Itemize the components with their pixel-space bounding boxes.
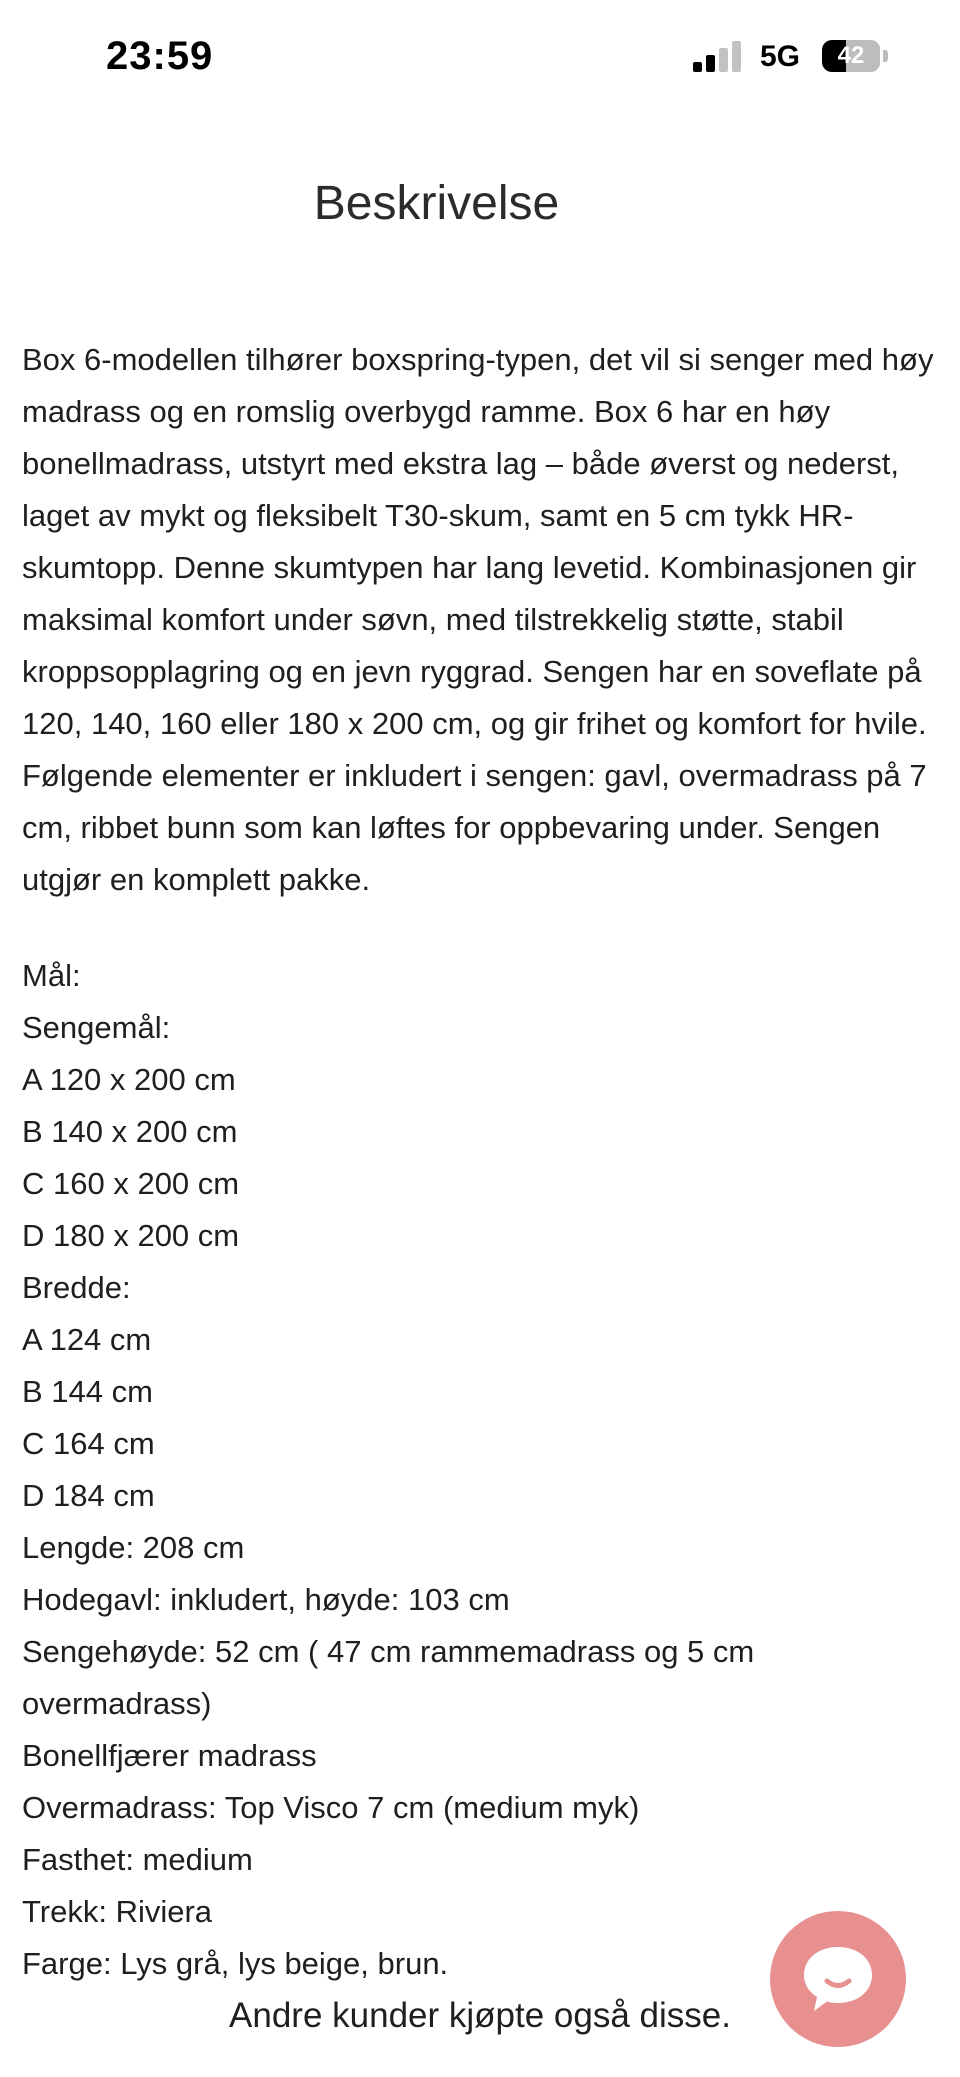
spec-line: Farge: Lys grå, lys beige, brun. bbox=[22, 1946, 449, 1981]
related-products-heading: Andre kunder kjøpte også disse. bbox=[229, 1996, 731, 2035]
battery-icon bbox=[822, 40, 892, 72]
status-time: 23:59 bbox=[106, 34, 214, 78]
spec-line: Lengde: 208 cm bbox=[22, 1530, 245, 1565]
description-paragraph: Box 6-modellen tilhører boxspring-typen, det vil si senger med høy madrass og en romslig overbygd ramme. Box 6 har en høy bonellmadrass, utstyrt med ekstra lag – både øverst og nederst, laget av mykt og fleksibelt T30-skum, samt en 5 cm tykk HR-skumtopp. Denne skumtypen har lang levetid. Kombinasjonen gir maksimal komfort under søvn, med tilstrekkelig støtte, stabil kroppsopplagring og en jevn ryggrad. Sengen har en soveflate på 120, 140, 160 eller 180 x 200 cm, og gir frihet og komfort for hvile. Følgende elementer er inkludert i sengen: gavl, overmadrass på 7 cm, ribbet bunn som kan løftes for oppbevaring under. Sengen utgjør en komplett pakke. bbox=[22, 342, 934, 897]
page-title: Beskrivelse bbox=[313, 177, 560, 230]
signal-bar bbox=[719, 48, 728, 72]
signal-bar bbox=[706, 55, 715, 72]
signal-bar bbox=[732, 41, 741, 72]
signal-bar bbox=[693, 62, 702, 72]
spec-line: C 164 cm bbox=[22, 1426, 155, 1461]
spec-line: Bonellfjærer madrass bbox=[22, 1738, 317, 1773]
spec-line: C 160 x 200 cm bbox=[22, 1166, 240, 1201]
product-description-section bbox=[22, 334, 942, 1990]
specs-list bbox=[22, 950, 942, 1990]
spec-line: Trekk: Riviera bbox=[22, 1894, 213, 1929]
spec-line: B 144 cm bbox=[22, 1374, 153, 1409]
spec-line: Bredde: bbox=[22, 1270, 131, 1305]
spec-line: A 124 cm bbox=[22, 1322, 152, 1357]
spec-line: D 180 x 200 cm bbox=[22, 1218, 240, 1253]
spec-line: B 140 x 200 cm bbox=[22, 1114, 238, 1149]
chat-bubble-icon bbox=[800, 1943, 876, 2015]
spec-line: Fasthet: medium bbox=[22, 1842, 253, 1877]
spec-line: Sengehøyde: 52 cm ( 47 cm rammemadrass og 5 cm bbox=[22, 1634, 755, 1669]
spec-line: D 184 cm bbox=[22, 1478, 155, 1513]
cellular-signal-icon bbox=[693, 40, 747, 72]
status-bar bbox=[0, 0, 960, 110]
battery-percent: 42 bbox=[837, 42, 865, 69]
spec-line: A 120 x 200 cm bbox=[22, 1062, 236, 1097]
spec-line: Hodegavl: inkludert, høyde: 103 cm bbox=[22, 1582, 510, 1617]
spec-line: Sengemål: bbox=[22, 1010, 171, 1045]
spec-line: overmadrass) bbox=[22, 1686, 212, 1721]
spec-line: Mål: bbox=[22, 958, 81, 993]
chat-button[interactable] bbox=[770, 1911, 906, 2047]
spec-line: Overmadrass: Top Visco 7 cm (medium myk) bbox=[22, 1790, 640, 1825]
network-type: 5G bbox=[760, 40, 801, 73]
